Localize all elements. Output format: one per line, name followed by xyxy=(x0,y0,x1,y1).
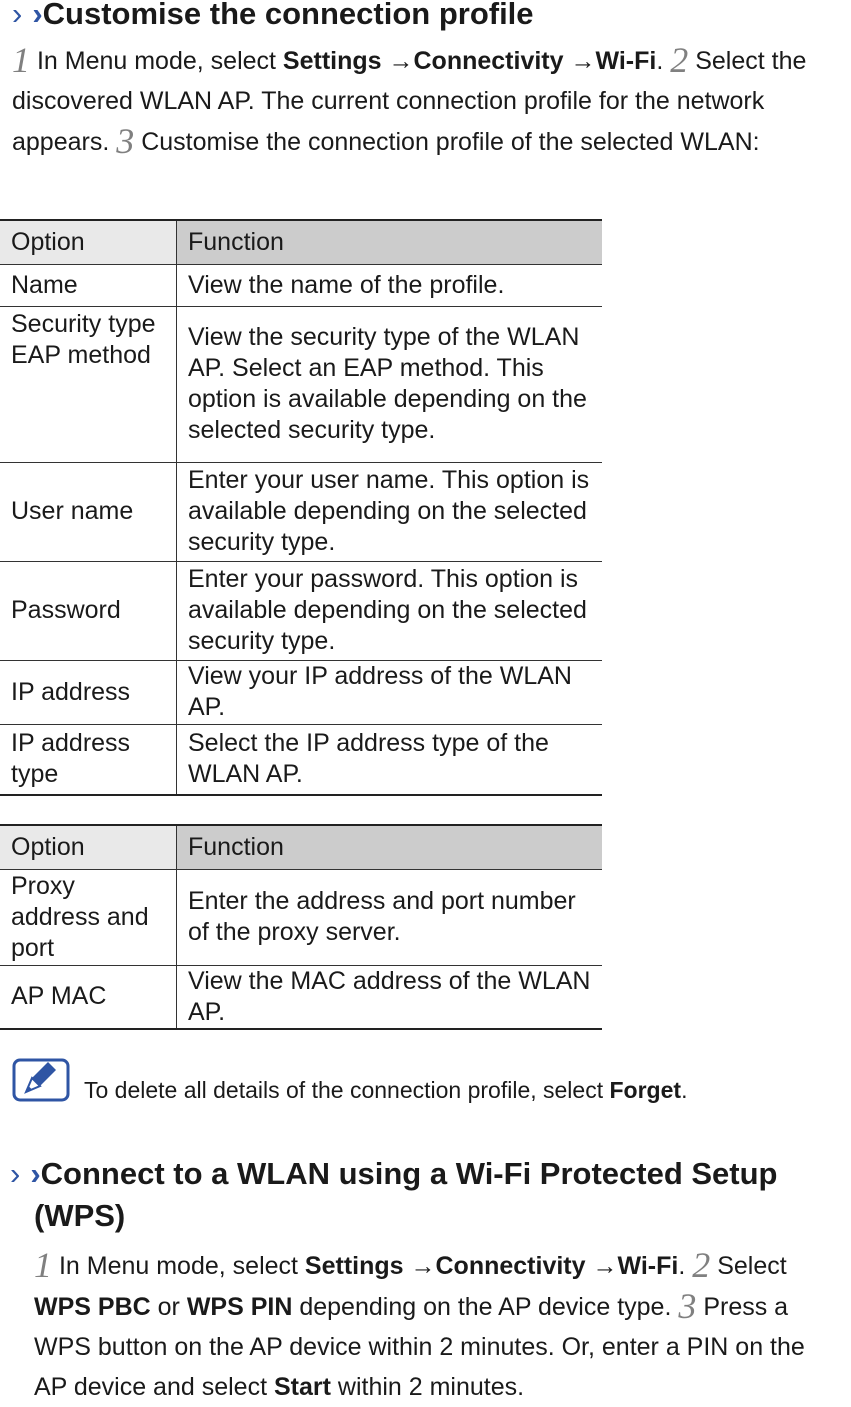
table-row: Proxy address and port Enter the address and port number of the proxy server. xyxy=(0,869,602,965)
steps-paragraph-wps: 1 In Menu mode, select Settings →Connectivity →Wi-Fi. 2 Select WPS PBC or WPS PIN depending on the AP device type. 3 Press a WPS button on the AP device within 2 minutes. Or, enter a PIN on the AP device and select Start within 2 minutes. xyxy=(34,1245,805,1401)
step-number: 2 xyxy=(692,1245,711,1285)
steps-paragraph: 1 In Menu mode, select Settings →Connectivity →Wi-Fi. 2 Select the discovered WLAN AP. The current connection profile for the network appears. 3 Customise the connection profile of the selected WLAN: xyxy=(12,40,807,161)
section-heading-customise xyxy=(12,0,534,34)
table-row: Security type EAP method View the security type of the WLAN AP. Select an EAP method. This option is available depending on the selected security type. xyxy=(0,306,602,462)
section-heading-wps xyxy=(10,1154,778,1194)
options-table-1 xyxy=(0,219,602,796)
section-title: (WPS) xyxy=(34,1198,126,1233)
step-number: 1 xyxy=(34,1245,52,1285)
section-title: Connect to a WLAN using a Wi-Fi Protected Setup xyxy=(40,1156,778,1191)
table-row: IP address View your IP address of the WLAN AP. xyxy=(0,660,602,724)
chevron-right-icon: › xyxy=(12,0,23,31)
options-table-2 xyxy=(0,824,602,1030)
chevron-right-icon: › xyxy=(32,0,43,31)
chevron-right-icon: › xyxy=(10,1156,21,1191)
column-header-function: Function xyxy=(177,220,603,264)
table-row: User name Enter your user name. This option is available depending on the selected security type. xyxy=(0,462,602,561)
note-pencil-icon xyxy=(12,1056,70,1107)
chevron-right-icon: › xyxy=(30,1156,41,1191)
step-number: 3 xyxy=(678,1286,697,1326)
column-header-option: Option xyxy=(0,825,177,869)
section-title: Customise the connection profile xyxy=(42,0,534,31)
table-row: Password Enter your password. This option is available depending on the selected security type. xyxy=(0,561,602,660)
step-number: 1 xyxy=(12,40,30,80)
table-row: IP address type Select the IP address type of the WLAN AP. xyxy=(0,724,602,795)
note-text: To delete all details of the connection profile, select Forget. xyxy=(84,1077,688,1103)
step-number: 3 xyxy=(116,121,135,161)
column-header-function: Function xyxy=(177,825,603,869)
step-number: 2 xyxy=(670,40,689,80)
section-heading-wps-line2 xyxy=(34,1196,125,1236)
table-row: Name View the name of the profile. xyxy=(0,264,602,306)
table-row: AP MAC View the MAC address of the WLAN AP. xyxy=(0,965,602,1029)
column-header-option: Option xyxy=(0,220,177,264)
